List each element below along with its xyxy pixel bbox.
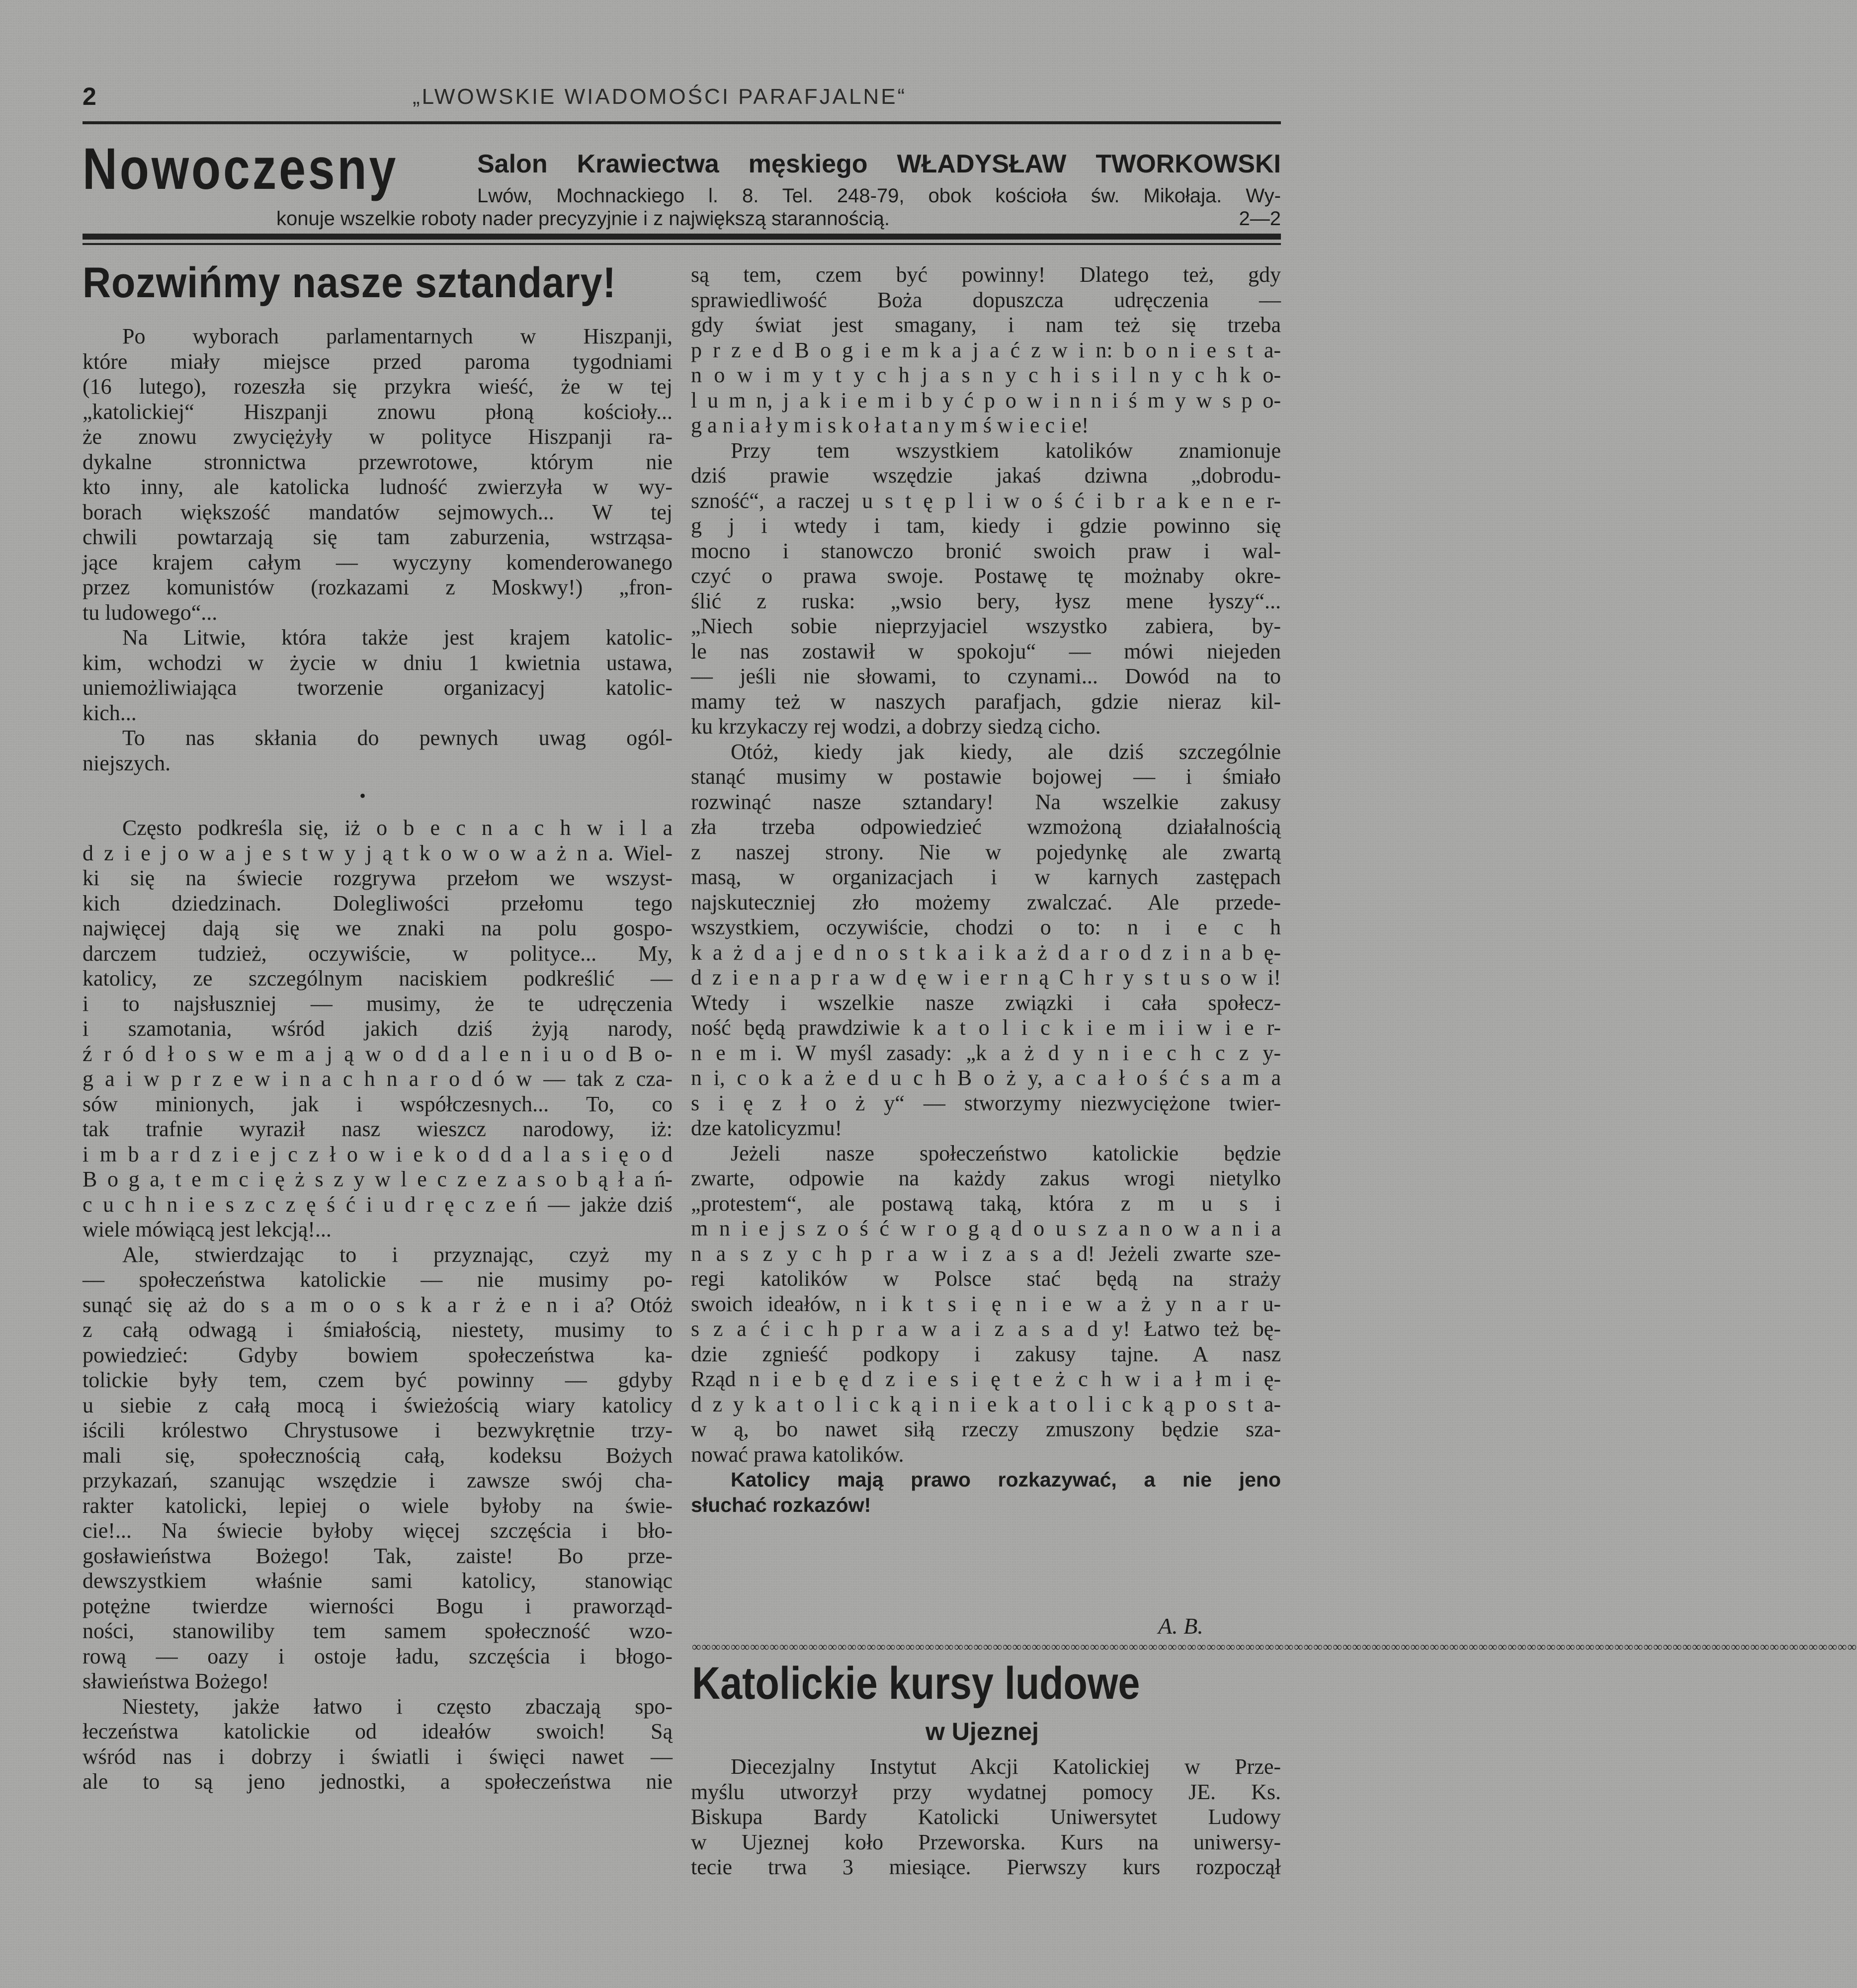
text-line: zła trzeba odpowiedzieć wzmożoną działalnością <box>691 815 1281 839</box>
text-line: u siebie z całą mocą i świeżością wiary katolicy <box>83 1393 673 1417</box>
text-line: masą, w organizacjach i w karnych zastępach <box>691 865 1281 889</box>
ad-insertion-count: 2—2 <box>1239 208 1281 230</box>
paragraph <box>83 324 673 625</box>
text-line: które miały miejsce przed paroma tygodniami <box>83 349 673 374</box>
text-line: (16 lutego), rozeszła się przykra wieść, że w tej <box>83 374 673 399</box>
running-title: „LWOWSKIE WIADOMOŚCI PARAFJALNE“ <box>413 84 907 109</box>
text-line: c u c h n i e s z c z ę ś ć i u d r ę c z e ń — jakże dziś <box>83 1192 673 1217</box>
text-line: ślić z ruska: „wsio bery, łysz mene łyszy“... <box>691 588 1281 613</box>
text-line: s z a ć i c h p r a w a i z a s a d y! Łatwo też bę- <box>691 1317 1281 1341</box>
text-line: tak trafnie wyraził nasz wieszcz narodowy, iż: <box>83 1117 673 1141</box>
header-rule <box>83 121 1281 124</box>
text-line: borach większość mandatów sejmowych... W tej <box>83 499 673 524</box>
text-line: ność będą prawdziwie k a t o l i c k i e m i i w i e r- <box>691 1015 1281 1040</box>
text-line: Ale, stwierdzając to i przyznając, czyż my <box>122 1242 673 1267</box>
text-line: Katolicy mają prawo rozkazywać, a nie jeno <box>731 1468 1281 1491</box>
page-number: 2 <box>83 83 96 110</box>
text-line: Niestety, jakże łatwo i często zbaczają spo- <box>122 1694 673 1719</box>
news-subtitle: w Ujeznej <box>926 1718 1039 1745</box>
text-line: „protestem“, ale postawą taką, która z m u s i <box>691 1191 1281 1216</box>
text-line: sprawiedliwość Boża dopuszcza udręczenia — <box>691 287 1281 312</box>
paragraph <box>83 726 673 776</box>
text-line: stanąć musimy w postawie bojowej — i śmiało <box>691 764 1281 789</box>
text-line: sunąć się aż do s a m o o s k a r ż e n i a? Otóż <box>83 1292 673 1317</box>
text-line: myślu utworzył przy wydatnej pomocy JE. Ks. <box>691 1779 1281 1804</box>
text-line: Rząd n i e b ę d z i e s i ę t e ż c h w i a ł m i ę- <box>691 1367 1281 1391</box>
text-line: łeczeństwa katolickie od ideałów swoich! Są <box>83 1719 673 1743</box>
text-line: kim, wchodzi w życie w dniu 1 kwietnia ustawa, <box>83 650 673 675</box>
text-line: najskuteczniej zło możemy zwalczać. Ale przede- <box>691 890 1281 914</box>
text-line: dzie zgnieść podkopy i zakusy tajne. A nasz <box>691 1341 1281 1366</box>
text-line: ku krzykaczy rej wodzi, a dobrzy siedzą cicho. <box>691 714 1101 739</box>
text-line: słuchać rozkazów! <box>691 1493 871 1516</box>
text-line: zwarte, odpowie na każdy zakus wrogi nietylko <box>691 1166 1281 1190</box>
text-line: niejszych. <box>83 750 171 775</box>
text-line: dewszystkiem właśnie sami katolicy, stanowiąc <box>83 1569 673 1593</box>
text-line: swoich ideałów, n i k t s i ę n i e w a ż y n a r u- <box>691 1291 1281 1316</box>
text-line: z całą odwagą i śmiałością, niestety, musimy to <box>83 1318 673 1342</box>
text-line: g a i w p r z e w i n a c h n a r o d ó w — tak z cza- <box>83 1067 673 1091</box>
text-line: potężne twierdze wierności Bogu i praworząd- <box>83 1593 673 1618</box>
paragraph <box>691 262 1281 438</box>
ornamental-divider: ∞∞∞∞∞∞∞∞∞∞∞∞∞∞∞∞∞∞∞∞∞∞∞∞∞∞∞∞∞∞∞∞∞∞∞∞∞∞∞∞∞∞∞∞∞∞∞∞∞∞∞∞∞∞∞∞∞∞∞∞∞∞∞∞∞∞∞∞∞∞∞∞∞∞∞∞∞∞∞∞∞∞∞∞∞∞∞∞∞∞∞∞∞∞∞∞∞∞∞∞∞∞∞∞∞∞∞∞∞∞∞∞∞∞∞∞∞∞∞∞ <box>692 1640 1857 1654</box>
text-line: chwili powtarzają się tam zaburzenia, wstrząsa- <box>83 525 673 549</box>
text-line: i szamotania, wśród jakich dziś żyją narody, <box>83 1016 673 1041</box>
ad-headline: Nowoczesny <box>83 136 399 202</box>
text-line: w ą, bo nawet siłą rzeczy zmuszony będzie sza- <box>691 1417 1281 1441</box>
text-line: iścili królestwo Chrystusowe i bezwykrętnie trzy- <box>83 1418 673 1442</box>
paragraph <box>83 816 673 1242</box>
text-line: g a n i a ł y m i s k o ł a t a n y m ś w i e c i e! <box>691 413 1089 437</box>
text-line: Wtedy i wszelkie nasze związki i cała społecz- <box>691 990 1281 1015</box>
text-line: p r z e d B o g i e m k a j a ć z w i n: b o n i e s t a- <box>691 337 1281 362</box>
text-line: m n i e j s z o ś ć w r o g ą d o u s z a n o w a n i a <box>691 1216 1281 1241</box>
paragraph <box>691 438 1281 740</box>
text-line: Na Litwie, która także jest krajem katolic- <box>122 625 673 650</box>
text-line: To nas skłania do pewnych uwag ogól- <box>122 726 673 750</box>
ad-rule-thick <box>83 234 1281 240</box>
text-line: dze katolicyzmu! <box>691 1116 843 1140</box>
text-line: i to najsłuszniej — musimy, że te udręczenia <box>83 991 673 1016</box>
text-line: mali się, społecznością całą, kodeksu Bożych <box>83 1443 673 1468</box>
text-line: le nas zostawił w spokoju“ — mówi niejeden <box>691 639 1281 663</box>
text-line: najwięcej dają się we znaki na polu gospo- <box>83 916 673 940</box>
text-line: — społeczeństwa katolickie — nie musimy po- <box>83 1267 673 1292</box>
text-line: w Ujeznej koło Przeworska. Kurs na uniwersy- <box>691 1829 1281 1854</box>
text-line: tecie trwa 3 miesiące. Pierwszy kurs rozpoczął <box>691 1855 1281 1879</box>
text-line: Jeżeli nasze społeczeństwo katolickie będzie <box>731 1141 1281 1165</box>
paragraph <box>83 625 673 726</box>
text-line: ności, stanowiliby tem samem społeczność wzo- <box>83 1619 673 1643</box>
article-column-right <box>691 262 1281 1517</box>
text-line: mocno i stanowczo bronić swoich praw i wal- <box>691 538 1281 563</box>
paragraph <box>691 1754 1281 1880</box>
text-line: kich... <box>83 700 137 725</box>
text-line: i m b a r d z i e j c z ł o w i e k o d d a l a s i ę o d <box>83 1142 673 1166</box>
article-column-left <box>83 324 673 1795</box>
article-signature: A. B. <box>1158 1613 1203 1639</box>
text-line: — jeśli nie słowami, to czynami... Dowód na to <box>691 664 1281 688</box>
text-line: n i, c o k a ż e d u c h B o ż y, a c a ł o ś ć s a m a <box>691 1066 1281 1090</box>
text-line: d z i e j o w a j e s t w y j ą t k o w o w a ż n a. Wiel- <box>83 840 673 865</box>
text-line: wszystkiem, oczywiście, chodzi o to: n i e c h <box>691 915 1281 939</box>
text-line: rową — oazy i ostoje ładu, szczęścia i błogo- <box>83 1644 673 1668</box>
text-line: mamy też w naszych parafjach, gdzie nieraz kil- <box>691 689 1281 714</box>
ad-line-2: Lwów, Mochnackiego l. 8. Tel. 248-79, obok kościoła św. Mikołaja. Wy- <box>477 185 1281 207</box>
text-line: uniemożliwiająca tworzenie organizacyj katolic- <box>83 675 673 700</box>
text-line: darczem tudzież, oczywiście, w polityce... My, <box>83 941 673 966</box>
text-line: tolickie były tem, czem być powinny — gdyby <box>83 1368 673 1392</box>
ad-rule-thin <box>83 243 1281 245</box>
ad-line-1: Salon Krawiectwa męskiego WŁADYSŁAW TWORKOWSKI <box>477 150 1281 178</box>
text-line: ki się na świecie rozgrywa przełom we wszyst- <box>83 866 673 890</box>
text-line: d z i e n a p r a w d ę w i e r n ą C h r y s t u s o w i! <box>691 965 1281 990</box>
text-line: Otóż, kiedy jak kiedy, ale dziś szczególnie <box>731 739 1281 764</box>
text-line: Diecezjalny Instytut Akcji Katolickiej w Prze- <box>731 1754 1281 1779</box>
text-line: wiele mówiącą jest lekcją!... <box>83 1217 332 1242</box>
text-line: Po wyborach parlamentarnych w Hiszpanji, <box>122 324 673 348</box>
text-line: przez komunistów (rozkazami z Moskwy!) „fron- <box>83 575 673 599</box>
text-line: są tem, czem być powinny! Dlatego też, gdy <box>691 262 1281 287</box>
paragraph <box>691 740 1281 1141</box>
text-line: d z y k a t o l i c k ą i n i e k a t o l i c k ą p o s t a- <box>691 1392 1281 1416</box>
text-line: sławieństwa Bożego! <box>83 1669 269 1693</box>
text-line: z naszej strony. Nie w pojedynkę ale zwartą <box>691 839 1281 864</box>
text-line: l u m n, j a k i e m i b y ć p o w i n n i ś m y w s p o- <box>691 388 1281 413</box>
text-line: n a s z y c h p r a w i z a s a d! Jeżeli zwarte sze- <box>691 1241 1281 1266</box>
text-line: szność“, a raczej u s t ę p l i w o ś ć i b r a k e n e r- <box>691 488 1281 513</box>
news-headline: Katolickie kursy ludowe <box>692 1658 1140 1709</box>
text-line: nować prawa katolików. <box>691 1442 904 1467</box>
text-line: gosławieństwa Bożego! Tak, zaiste! Bo prze- <box>83 1543 673 1568</box>
text-line: rakter katolicki, lepiej o wiele byłoby na świe- <box>83 1493 673 1518</box>
article-headline: Rozwińmy nasze sztandary! <box>83 259 616 307</box>
paragraph <box>691 1141 1281 1468</box>
text-line: sów minionych, jak i współczesnych... To, co <box>83 1091 673 1116</box>
text-line: cie!... Na świecie byłoby więcej szczęścia i bło- <box>83 1518 673 1543</box>
text-line: przykazań, szanując wszędzie i zawsze swój cha- <box>83 1468 673 1492</box>
text-line: dykalne stronnictwa przewrotowe, którym nie <box>83 449 673 474</box>
text-line: s i ę z ł o ż y“ — stworzymy niezwyciężone twier- <box>691 1090 1281 1115</box>
text-line: powiedzieć: Gdyby bowiem społeczeństwa ka- <box>83 1342 673 1367</box>
text-line: Przy tem wszystkiem katolików znamionuje <box>731 438 1281 463</box>
text-line: kich dziedzinach. Dolegliwości przełomu tego <box>83 891 673 915</box>
text-line: k a ż d a j e d n o s t k a i k a ż d a r o d z i n a b ę- <box>691 940 1281 965</box>
ad-line-3-text: konuje wszelkie roboty nader precyzyjnie i z największą starannością. <box>276 208 890 230</box>
ad-line-3 <box>276 208 1281 230</box>
text-line: rozwinąć nasze sztandary! Na wszelkie zakusy <box>691 789 1281 814</box>
text-line: czyć o prawa swoje. Postawę tę możnaby okre- <box>691 564 1281 588</box>
text-line: dziś prawie wszędzie jakaś dziwna „dobrodu- <box>691 463 1281 488</box>
text-line: ź r ó d ł o s w e m a j ą w o d d a l e n i u o d B o- <box>83 1041 673 1066</box>
text-line: gdy świat jest smagany, i nam też się trzeba <box>691 313 1281 337</box>
text-line: Często podkreśla się, iż o b e c n a c h w i l a <box>122 816 673 840</box>
text-line: wśród nas i dobrzy i światli i święci nawet — <box>83 1744 673 1769</box>
text-line: Biskupa Bardy Katolicki Uniwersytet Ludowy <box>691 1805 1281 1829</box>
text-line: B o g a, t e m c i ę ż s z y w l e c z e z a s o b ą ł a ń- <box>83 1167 673 1191</box>
text-line: jące krajem całym — wyczyny komenderowanego <box>83 550 673 575</box>
text-line: tu ludowego“... <box>83 600 218 625</box>
text-line: że znowu zwyciężyły w polityce Hiszpanji ra- <box>83 424 673 449</box>
text-line: n e m i. W myśl zasady: „k a ż d y n i e c h c z y- <box>691 1040 1281 1065</box>
text-line: regi katolików w Polsce stać będą na straży <box>691 1266 1281 1291</box>
paragraph <box>83 1242 673 1694</box>
text-line: kto inny, ale katolicka ludność zwierzyła w wy- <box>83 475 673 499</box>
news-column <box>691 1754 1281 1880</box>
text-line: ale to są jeno jednostki, a społeczeństwa nie <box>83 1769 673 1794</box>
text-line: „Niech sobie nieprzyjaciel wszystko zabiera, by- <box>691 614 1281 638</box>
bold-closing-paragraph <box>691 1467 1281 1517</box>
text-line: n o w i m y t y c h j a s n y c h i s i l n y c h k o- <box>691 363 1281 387</box>
text-line: „katolickiej“ Hiszpanji znowu płoną kościoły... <box>83 399 673 424</box>
paragraph <box>83 1694 673 1795</box>
text-line: g j i wtedy i tam, kiedy i gdzie powinno się <box>691 513 1281 538</box>
section-separator: • <box>359 786 366 806</box>
text-line: katolicy, ze szczególnym naciskiem podkreślić — <box>83 966 673 991</box>
